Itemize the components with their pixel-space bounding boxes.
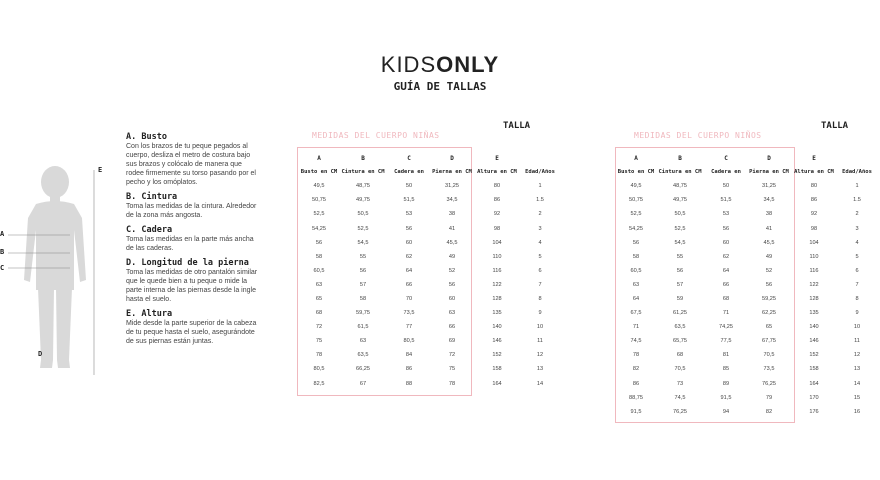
table-cell: 51,5 xyxy=(403,197,415,204)
column-letter xyxy=(837,151,877,165)
table-row xyxy=(300,236,560,250)
table-cell: 65,75 xyxy=(673,338,687,345)
table-cell: 49,75 xyxy=(356,197,370,204)
table-cell: 76,25 xyxy=(762,380,776,387)
table-cell: 56 xyxy=(315,239,323,246)
table-cell: 56 xyxy=(765,281,773,288)
table-cell: 63 xyxy=(359,338,367,345)
table-cell: 68 xyxy=(722,295,730,302)
table-cell: 14 xyxy=(536,380,544,387)
table-cell: 45,5 xyxy=(446,239,458,246)
table-cell: 80,5 xyxy=(313,366,325,373)
table-cell: 63 xyxy=(632,281,640,288)
table-cell: 170 xyxy=(809,394,819,401)
table-cell: 92 xyxy=(810,211,818,218)
figure-label-c: C xyxy=(0,264,5,272)
table-cell: 64 xyxy=(405,267,413,274)
table-cell: 80 xyxy=(493,183,501,190)
figure-label-d: D xyxy=(38,350,43,358)
table-cell: 13 xyxy=(853,366,861,373)
table-row xyxy=(617,250,877,264)
table-cell: 67,75 xyxy=(762,338,776,345)
table-cell: 52 xyxy=(765,267,773,274)
table-cell: 31,25 xyxy=(762,183,776,190)
table-cell: 68 xyxy=(315,310,323,317)
table-cell: 67,5 xyxy=(630,310,642,317)
table-cell: 70 xyxy=(405,295,413,302)
table-cell: 55 xyxy=(676,253,684,260)
table-cell: 52,5 xyxy=(630,211,642,218)
figure-label-e: E xyxy=(98,166,103,174)
table-cell: 10 xyxy=(536,324,544,331)
table-cell: 82 xyxy=(632,366,640,373)
table-cell: 76,25 xyxy=(673,408,687,415)
measure-text: Con los brazos de tu peque pegados al cuerpo, desliza el metro de costura bajo sus brazos y colócalo de manera que rodee firmemente su torso pasando por el pecho y los omóplatos. xyxy=(126,143,256,186)
table-cell: 73 xyxy=(676,380,684,387)
table-row xyxy=(300,179,560,193)
table-row xyxy=(617,391,877,405)
column-letter: B xyxy=(361,154,365,162)
table-cell: 86 xyxy=(493,197,501,204)
table-cell: 81 xyxy=(722,352,730,359)
figure-label-a: A xyxy=(0,230,5,238)
table-cell: 58 xyxy=(632,253,640,260)
table-cell: 11 xyxy=(854,338,860,345)
measure-pierna xyxy=(126,258,261,304)
table-row xyxy=(617,221,877,235)
table-cell: 122 xyxy=(809,281,819,288)
column-letter-row xyxy=(617,151,877,165)
table-cell: 60,5 xyxy=(313,267,325,274)
table-row xyxy=(617,405,877,419)
column-letter: B xyxy=(678,154,682,162)
column-header: Edad/Años xyxy=(842,169,872,176)
table-cell: 82,5 xyxy=(313,380,325,387)
table-cell: 54,5 xyxy=(674,239,686,246)
column-header: Pierna en CM xyxy=(432,169,472,176)
column-header: Pierna en CM xyxy=(749,169,789,176)
table-cell: 3 xyxy=(538,225,542,232)
table-cell: 4 xyxy=(855,239,859,246)
measure-busto xyxy=(126,132,261,187)
child-figure xyxy=(0,160,110,380)
table-cell: 38 xyxy=(765,211,773,218)
table-cell: 88,75 xyxy=(629,394,643,401)
table-row xyxy=(300,221,560,235)
table-cell: 34,5 xyxy=(763,197,775,204)
table-row xyxy=(300,250,560,264)
table-cell: 57 xyxy=(676,281,684,288)
table-cell: 62 xyxy=(722,253,730,260)
column-letter: C xyxy=(407,154,411,162)
table-cell: 85 xyxy=(722,366,730,373)
table-cell: 63,5 xyxy=(674,324,686,331)
measure-text: Toma las medidas en la parte más ancha de las caderas. xyxy=(126,236,254,252)
column-letter: D xyxy=(450,154,454,162)
table-cell: 66,25 xyxy=(356,366,370,373)
table-cell: 75 xyxy=(448,366,456,373)
table-row xyxy=(617,334,877,348)
table-cell: 128 xyxy=(809,295,819,302)
table-cell: 3 xyxy=(855,225,859,232)
table-row xyxy=(300,362,560,376)
table-cell: 135 xyxy=(809,310,819,317)
table-cell: 78 xyxy=(632,352,640,359)
table-cell: 1 xyxy=(538,183,542,190)
table-cell: 11 xyxy=(537,338,543,345)
table-cell: 86 xyxy=(405,366,413,373)
table-cell: 56 xyxy=(722,225,730,232)
table-cell: 49 xyxy=(448,253,456,260)
table-cell: 49,5 xyxy=(313,183,325,190)
table-cell: 66 xyxy=(722,281,730,288)
table-cell: 8 xyxy=(855,295,859,302)
table-cell: 140 xyxy=(492,324,502,331)
measure-text: Toma las medidas de la cintura. Alrededor de la zona más angosta. xyxy=(126,203,257,219)
table-cell: 59,75 xyxy=(356,310,370,317)
column-header: Altura en CM xyxy=(477,169,517,176)
table-row xyxy=(617,320,877,334)
table-cell: 1.5 xyxy=(853,197,861,204)
measure-title: D. Longitud de la pierna xyxy=(126,258,249,268)
table-cell: 52,5 xyxy=(313,211,325,218)
table-cell: 41 xyxy=(448,225,456,232)
table-cell: 59 xyxy=(676,295,684,302)
table-cell: 89 xyxy=(722,380,730,387)
table-cell: 65 xyxy=(765,324,773,331)
table-cell: 176 xyxy=(809,408,819,415)
column-header: Altura en CM xyxy=(794,169,834,176)
column-letter: E xyxy=(812,154,816,162)
table-row xyxy=(617,193,877,207)
table-cell: 52 xyxy=(448,267,456,274)
table-cell: 82 xyxy=(765,408,773,415)
table-cell: 60,5 xyxy=(630,267,642,274)
table-row xyxy=(617,207,877,221)
table-cell: 63 xyxy=(448,310,456,317)
table-cell: 61,5 xyxy=(357,324,369,331)
girls-talla-label: TALLA xyxy=(503,121,531,131)
table-cell: 54,25 xyxy=(312,225,326,232)
table-cell: 84 xyxy=(405,352,413,359)
table-cell: 50,75 xyxy=(312,197,326,204)
table-cell: 110 xyxy=(809,253,819,260)
table-cell: 91,5 xyxy=(630,408,642,415)
table-cell: 74,5 xyxy=(630,338,642,345)
table-cell: 68 xyxy=(676,352,684,359)
table-cell: 63,5 xyxy=(357,352,369,359)
column-letter xyxy=(520,151,560,165)
table-cell: 62 xyxy=(405,253,413,260)
table-cell: 50,5 xyxy=(357,211,369,218)
table-cell: 79 xyxy=(765,394,773,401)
table-cell: 2 xyxy=(855,211,859,218)
table-cell: 91,5 xyxy=(720,394,732,401)
column-header-row xyxy=(617,165,877,179)
table-cell: 7 xyxy=(538,281,542,288)
table-cell: 128 xyxy=(492,295,502,302)
measure-title: C. Cadera xyxy=(126,225,173,235)
measure-text: Toma las medidas de otro pantalón similar que le quede bien a tu peque o mide la parte interna de las piernas desde la ingle hasta el suelo. xyxy=(126,269,258,303)
table-row xyxy=(617,292,877,306)
table-cell: 94 xyxy=(722,408,730,415)
table-cell: 71 xyxy=(632,324,640,331)
table-row xyxy=(617,179,877,193)
table-cell: 152 xyxy=(809,352,819,359)
table-cell: 60 xyxy=(405,239,413,246)
table-cell: 53 xyxy=(722,211,730,218)
boys-size-table xyxy=(617,151,877,419)
column-letter: C xyxy=(724,154,728,162)
table-cell: 158 xyxy=(809,366,819,373)
table-cell: 53 xyxy=(405,211,413,218)
table-cell: 69 xyxy=(448,338,456,345)
table-row xyxy=(300,348,560,362)
table-cell: 73,5 xyxy=(763,366,775,373)
table-cell: 146 xyxy=(492,338,502,345)
table-cell: 152 xyxy=(492,352,502,359)
table-cell: 146 xyxy=(809,338,819,345)
table-cell: 10 xyxy=(853,324,861,331)
table-cell: 58 xyxy=(359,295,367,302)
column-header: Cadera en xyxy=(394,169,424,176)
table-cell: 15 xyxy=(853,394,861,401)
column-header: Edad/Años xyxy=(525,169,555,176)
table-row xyxy=(300,278,560,292)
table-cell: 48,75 xyxy=(673,183,687,190)
table-cell: 73,5 xyxy=(403,310,415,317)
table-cell: 80,5 xyxy=(403,338,415,345)
table-cell: 1.5 xyxy=(536,197,544,204)
table-cell: 16 xyxy=(853,408,861,415)
table-cell: 50 xyxy=(722,183,730,190)
boys-talla-label: TALLA xyxy=(821,121,849,131)
table-row xyxy=(300,377,560,391)
table-cell: 56 xyxy=(405,225,413,232)
table-cell: 59,25 xyxy=(762,295,776,302)
table-row xyxy=(300,306,560,320)
table-cell: 49,5 xyxy=(630,183,642,190)
table-cell: 7 xyxy=(855,281,859,288)
table-row xyxy=(300,334,560,348)
column-header: Busto en CM xyxy=(617,169,655,176)
brand-kids: KIDS xyxy=(380,52,437,77)
measure-text: Mide desde la parte superior de la cabeza de tu peque hasta el suelo, asegurándote de sus piernas están juntas. xyxy=(126,320,257,345)
table-row xyxy=(617,362,877,376)
table-cell: 92 xyxy=(493,211,501,218)
table-row xyxy=(617,306,877,320)
table-cell: 66 xyxy=(448,324,456,331)
table-cell: 140 xyxy=(809,324,819,331)
table-cell: 78 xyxy=(315,352,323,359)
table-cell: 135 xyxy=(492,310,502,317)
table-cell: 98 xyxy=(493,225,501,232)
column-letter: D xyxy=(767,154,771,162)
table-cell: 63 xyxy=(315,281,323,288)
child-silhouette-icon xyxy=(0,160,110,380)
table-cell: 56 xyxy=(359,267,367,274)
table-row xyxy=(617,264,877,278)
table-row xyxy=(300,207,560,221)
table-row xyxy=(300,264,560,278)
column-header: Busto en CM xyxy=(300,169,338,176)
table-row xyxy=(300,193,560,207)
table-cell: 86 xyxy=(632,380,640,387)
column-header: Cintura en CM xyxy=(658,169,702,176)
measure-cintura xyxy=(126,192,261,220)
table-cell: 78 xyxy=(448,380,456,387)
table-cell: 86 xyxy=(810,197,818,204)
table-cell: 34,5 xyxy=(446,197,458,204)
table-cell: 61,25 xyxy=(673,310,687,317)
table-cell: 8 xyxy=(538,295,542,302)
table-cell: 104 xyxy=(492,239,502,246)
table-cell: 45,5 xyxy=(763,239,775,246)
table-cell: 70,5 xyxy=(674,366,686,373)
table-cell: 60 xyxy=(448,295,456,302)
table-cell: 14 xyxy=(853,380,861,387)
table-cell: 116 xyxy=(809,267,819,274)
column-letter-row xyxy=(300,151,560,165)
table-cell: 116 xyxy=(492,267,502,274)
table-cell: 64 xyxy=(722,267,730,274)
brand-logo xyxy=(0,52,880,78)
table-cell: 77 xyxy=(405,324,413,331)
table-cell: 64 xyxy=(632,295,640,302)
table-cell: 54,5 xyxy=(357,239,369,246)
table-cell: 57 xyxy=(359,281,367,288)
column-header: Cintura en CM xyxy=(341,169,385,176)
table-cell: 5 xyxy=(538,253,542,260)
table-cell: 56 xyxy=(448,281,456,288)
table-cell: 104 xyxy=(809,239,819,246)
table-cell: 88 xyxy=(405,380,413,387)
table-cell: 75 xyxy=(315,338,323,345)
table-cell: 13 xyxy=(536,366,544,373)
table-cell: 60 xyxy=(722,239,730,246)
table-cell: 158 xyxy=(492,366,502,373)
table-cell: 77,5 xyxy=(720,338,732,345)
table-cell: 12 xyxy=(853,352,861,359)
table-cell: 62,25 xyxy=(762,310,776,317)
measure-title: E. Altura xyxy=(126,309,173,319)
table-cell: 71 xyxy=(722,310,730,317)
table-cell: 38 xyxy=(448,211,456,218)
table-cell: 74,5 xyxy=(674,394,686,401)
boys-section-title: MEDIDAS DEL CUERPO NIÑOS xyxy=(634,131,762,140)
measure-title: A. Busto xyxy=(126,132,167,142)
table-cell: 54,25 xyxy=(629,225,643,232)
column-letter: A xyxy=(634,154,638,162)
table-cell: 58 xyxy=(315,253,323,260)
table-cell: 122 xyxy=(492,281,502,288)
table-cell: 49,75 xyxy=(673,197,687,204)
table-cell: 52,5 xyxy=(674,225,686,232)
table-cell: 164 xyxy=(492,380,502,387)
table-cell: 74,25 xyxy=(719,324,733,331)
table-cell: 6 xyxy=(538,267,542,274)
table-cell: 5 xyxy=(855,253,859,260)
table-cell: 55 xyxy=(359,253,367,260)
figure-label-b: B xyxy=(0,248,5,256)
table-cell: 67 xyxy=(359,380,367,387)
table-cell: 98 xyxy=(810,225,818,232)
table-row xyxy=(617,377,877,391)
table-cell: 50,75 xyxy=(629,197,643,204)
table-cell: 70,5 xyxy=(763,352,775,359)
table-cell: 2 xyxy=(538,211,542,218)
measurement-instructions xyxy=(126,132,261,351)
table-cell: 80 xyxy=(810,183,818,190)
table-row xyxy=(617,278,877,292)
table-cell: 66 xyxy=(405,281,413,288)
measure-cadera xyxy=(126,225,261,253)
table-cell: 72 xyxy=(448,352,456,359)
girls-section-title: MEDIDAS DEL CUERPO NIÑAS xyxy=(312,131,440,140)
table-cell: 12 xyxy=(536,352,544,359)
table-cell: 56 xyxy=(676,267,684,274)
column-header-row xyxy=(300,165,560,179)
column-letter: E xyxy=(495,154,499,162)
table-cell: 52,5 xyxy=(357,225,369,232)
table-cell: 72 xyxy=(315,324,323,331)
table-cell: 31,25 xyxy=(445,183,459,190)
column-letter: A xyxy=(317,154,321,162)
page-title: GUÍA DE TALLAS xyxy=(393,80,487,93)
table-cell: 51,5 xyxy=(720,197,732,204)
table-cell: 50 xyxy=(405,183,413,190)
table-cell: 48,75 xyxy=(356,183,370,190)
table-cell: 4 xyxy=(538,239,542,246)
girls-size-table xyxy=(300,151,560,391)
brand-only: ONLY xyxy=(436,52,500,77)
table-row xyxy=(300,320,560,334)
table-cell: 164 xyxy=(809,380,819,387)
table-cell: 56 xyxy=(632,239,640,246)
table-row xyxy=(617,348,877,362)
column-header: Cadera en xyxy=(711,169,741,176)
table-cell: 9 xyxy=(538,310,542,317)
table-cell: 110 xyxy=(492,253,502,260)
table-cell: 50,5 xyxy=(674,211,686,218)
table-cell: 41 xyxy=(765,225,773,232)
table-row xyxy=(300,292,560,306)
table-row xyxy=(617,236,877,250)
table-cell: 1 xyxy=(855,183,859,190)
table-cell: 6 xyxy=(855,267,859,274)
table-cell: 9 xyxy=(855,310,859,317)
table-cell: 49 xyxy=(765,253,773,260)
table-cell: 65 xyxy=(315,295,323,302)
measure-title: B. Cintura xyxy=(126,192,178,202)
measure-altura xyxy=(126,309,261,346)
